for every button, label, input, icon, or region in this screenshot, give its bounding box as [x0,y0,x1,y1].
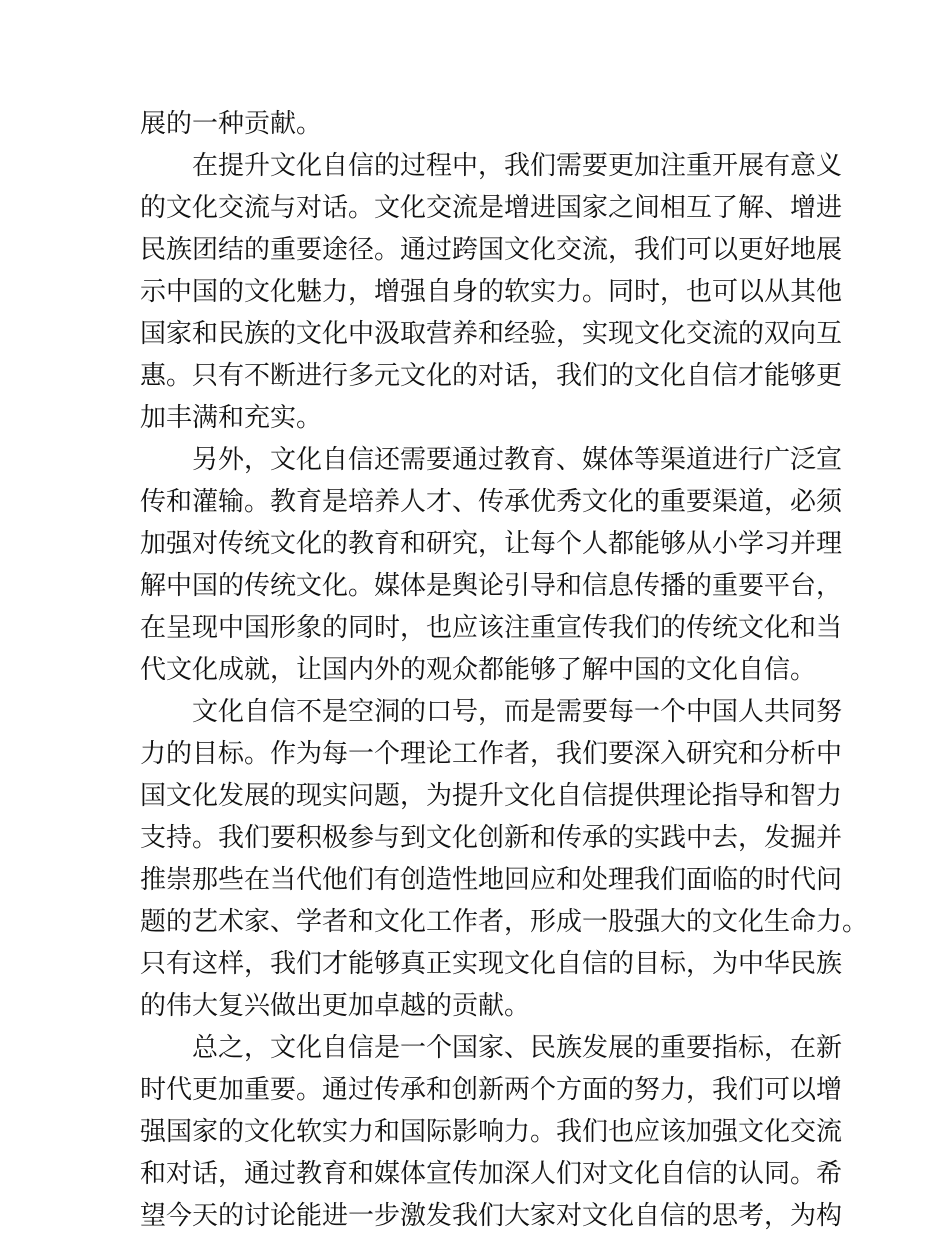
text-line: 另外，文化自信还需要通过教育、媒体等渠道进行广泛宣 [192,445,843,475]
text-line: 的伟大复兴做出更加卓越的贡献。 [140,991,531,1021]
text-line: 和对话，通过教育和媒体宣传加深人们对文化自信的认同。希 [140,1159,843,1189]
text-line: 代文化成就，让国内外的观众都能够了解中国的文化自信。 [140,655,817,685]
text-line: 惠。只有不断进行多元文化的对话，我们的文化自信才能够更 [140,361,843,391]
text-line: 推崇那些在当代他们有创造性地回应和处理我们面临的时代问 [140,865,843,895]
text-line: 在呈现中国形象的同时，也应该注重宣传我们的传统文化和当 [140,613,843,643]
text-line: 总之，文化自信是一个国家、民族发展的重要指标，在新 [192,1033,843,1063]
text-line: 望今天的讨论能进一步激发我们大家对文化自信的思考，为构 [140,1201,843,1231]
text-line: 只有这样，我们才能够真正实现文化自信的目标，为中华民族 [140,949,843,979]
text-line: 加强对传统文化的教育和研究，让每个人都能够从小学习并理 [140,529,843,559]
text-line: 题的艺术家、学者和文化工作者，形成一股强大的文化生命力。 [140,907,869,937]
text-line: 时代更加重要。通过传承和创新两个方面的努力，我们可以增 [140,1075,843,1105]
text-line: 展的一种贡献。 [140,109,323,139]
text-line: 解中国的传统文化。媒体是舆论引导和信息传播的重要平台， [140,571,843,601]
text-line: 加丰满和充实。 [140,403,323,433]
text-line: 支持。我们要积极参与到文化创新和传承的实践中去，发掘并 [140,823,843,853]
text-line: 强国家的文化软实力和国际影响力。我们也应该加强文化交流 [140,1117,843,1147]
text-line: 在提升文化自信的过程中，我们需要更加注重开展有意义 [192,151,843,181]
text-line: 民族团结的重要途径。通过跨国文化交流，我们可以更好地展 [140,235,843,265]
text-line: 的文化交流与对话。文化交流是增进国家之间相互了解、增进 [140,193,843,223]
text-line: 国文化发展的现实问题，为提升文化自信提供理论指导和智力 [140,781,843,811]
text-line: 国家和民族的文化中汲取营养和经验，实现文化交流的双向互 [140,319,843,349]
text-line: 传和灌输。教育是培养人才、传承优秀文化的重要渠道，必须 [140,487,843,517]
text-line: 示中国的文化魅力，增强自身的软实力。同时，也可以从其他 [140,277,843,307]
document-body-text [140,103,869,1237]
text-line: 力的目标。作为每一个理论工作者，我们要深入研究和分析中 [140,739,843,769]
text-line: 文化自信不是空洞的口号，而是需要每一个中国人共同努 [192,697,843,727]
